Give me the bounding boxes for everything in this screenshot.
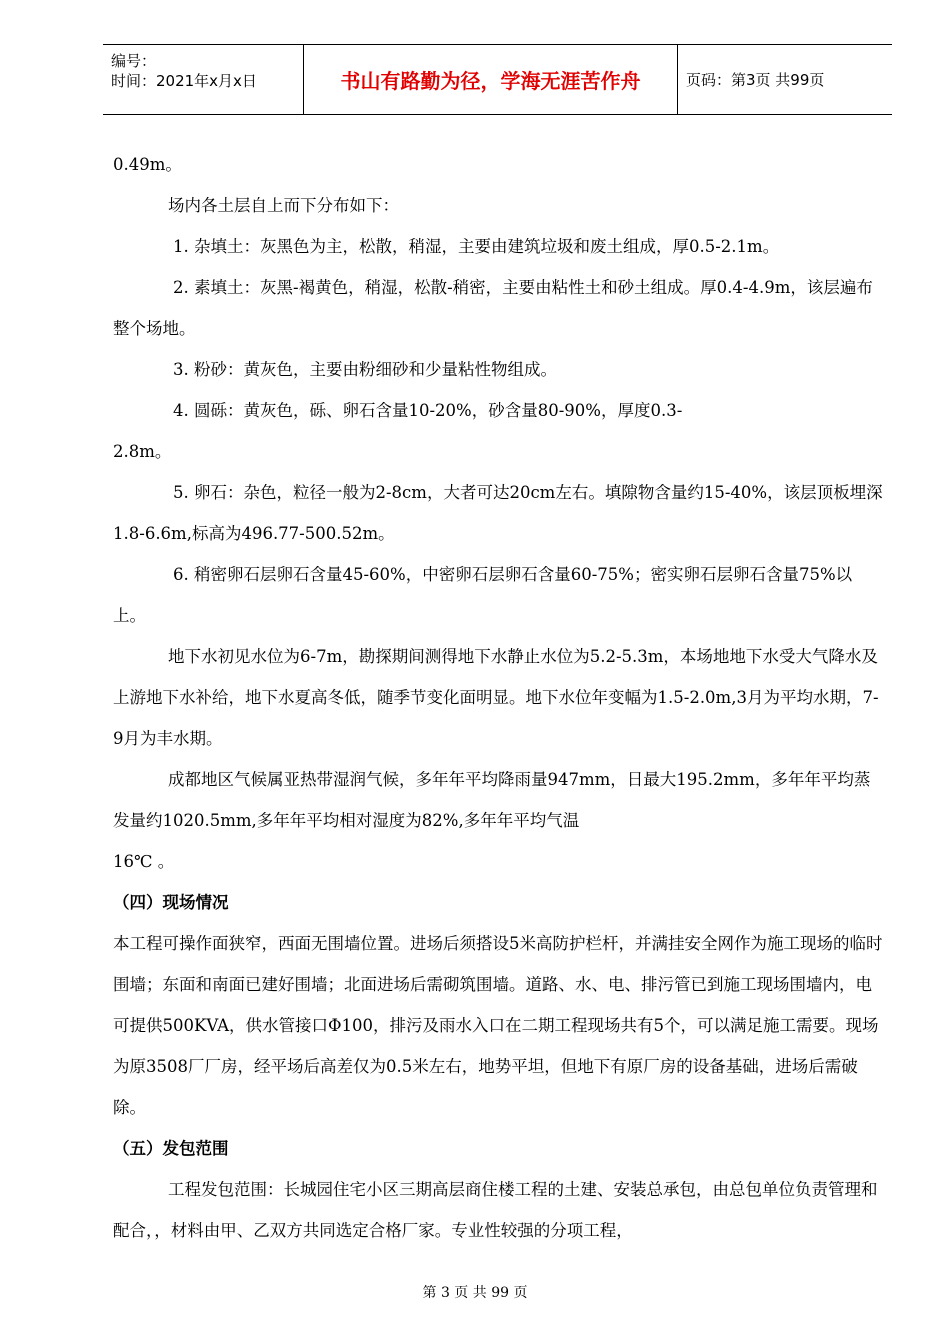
number-label: 编号： (111, 52, 157, 70)
header-motto: 书山有路勤为径，学海无涯苦作舟 (304, 45, 678, 114)
paragraph: 6. 稍密卵石层卵石含量45-60%，中密卵石层卵石含量60-75%；密实卵石层卵石含量75%以上。 (113, 565, 853, 625)
time-label: 时间：2021年x月x日 (111, 72, 257, 90)
paragraph: 成都地区气候属亚热带湿润气候，多年年平均降雨量947mm，日最大195.2mm，多年年平均蒸发量约1020.5mm,多年年平均相对湿度为82%,多年年平均气温 (113, 770, 871, 830)
paragraph: 地下水初见水位为6-7m，勘探期间测得地下水静止水位为5.2-5.3m，本场地地下水受大气降水及上游地下水补给，地下水夏高冬低，随季节变化面明显。地下水位年变幅为1.5-2.0m,3月为平均水期，7-9月为丰水期。 (113, 647, 879, 748)
paragraph: 本工程可操作面狭窄，西面无围墙位置。进场后须搭设5米高防护栏杆，并满挂安全网作为施工现场的临时围墙；东面和南面已建好围墙；北面进场后需砌筑围墙。道路、水、电、排污管已到施工现场围墙内，电可提供500KVA，供水管接口Φ100，排污及雨水入口在二期工程现场共有5个，可以满足施工需要。现场为原3508厂厂房，经平场后高差仅为0.5米左右，地势平坦，但地下有原厂房的设备基础，进场后需破除。 (113, 934, 883, 1117)
paragraph: 0.49m。 (113, 155, 182, 174)
header-meta (103, 45, 304, 114)
paragraph: 1. 杂填土：灰黑色为主，松散，稍湿，主要由建筑垃圾和废土组成，厚0.5-2.1m。 (173, 237, 780, 256)
header-page-info: 页码：第3页 共99页 (686, 71, 825, 89)
section-heading: （四）现场情况 (113, 893, 229, 912)
paragraph: 场内各土层自上而下分布如下： (168, 196, 399, 215)
paragraph: 2. 素填土：灰黑-褐黄色，稍湿，松散-稍密，主要由粘性土和砂土组成。厚0.4-4.9m，该层遍布整个场地。 (113, 278, 873, 338)
paragraph: 工程发包范围：长城园住宅小区三期高层商住楼工程的土建、安装总承包，由总包单位负责管理和配合，，材料由甲、乙双方共同选定合格厂家。专业性较强的分项工程， (113, 1180, 878, 1240)
page-footer: 第 3 页 共 99 页 (422, 1285, 528, 1301)
section-heading: （五）发包范围 (113, 1139, 229, 1158)
paragraph: 3. 粉砂：黄灰色，主要由粉细砂和少量粘性物组成。 (173, 360, 557, 379)
page-header (103, 44, 892, 115)
paragraph: 16℃ 。 (113, 852, 175, 871)
paragraph: 4. 圆砾：黄灰色，砾、卵石含量10-20%，砂含量80-90%，厚度0.3- (173, 401, 683, 420)
paragraph: 2.8m。 (113, 442, 172, 461)
document-body (113, 144, 883, 1251)
paragraph: 5. 卵石：杂色，粒径一般为2-8cm，大者可达20cm左右。填隙物含量约15-40%，该层顶板埋深1.8-6.6m,标高为496.77-500.52m。 (113, 483, 883, 543)
